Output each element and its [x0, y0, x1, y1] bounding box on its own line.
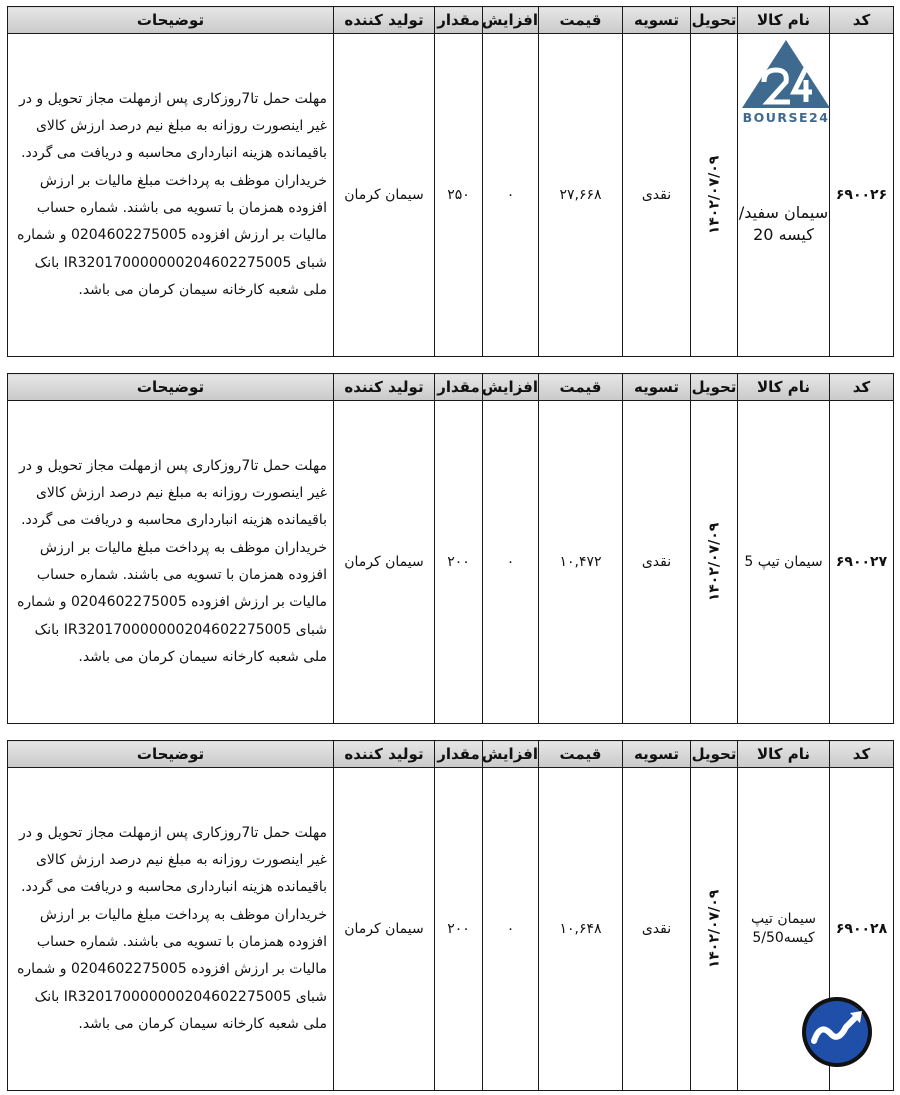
header-increase: افزایش — [483, 7, 539, 34]
cell-producer: سیمان کرمان — [334, 401, 435, 724]
header-code: کد — [830, 374, 894, 401]
cell-price: ۱۰,۶۴۸ — [539, 768, 623, 1091]
header-settlement: تسویه — [623, 7, 691, 34]
offer-table-3 — [7, 740, 894, 1091]
cell-price: ۱۰,۴۷۲ — [539, 401, 623, 724]
cell-settlement: نقدی — [623, 401, 691, 724]
cell-delivery — [691, 34, 738, 357]
table-header-row — [8, 7, 894, 34]
header-increase: افزایش — [483, 374, 539, 401]
bourse24-mark-icon — [740, 38, 832, 110]
header-name: نام کالا — [738, 7, 830, 34]
cell-producer: سیمان کرمان — [334, 768, 435, 1091]
cell-increase: ۰ — [483, 768, 539, 1091]
delivery-date: ۱۴۰۲/۰۷/۰۹ — [706, 522, 722, 602]
cell-increase: ۰ — [483, 401, 539, 724]
cell-settlement: نقدی — [623, 768, 691, 1091]
header-description: توضیحات — [8, 741, 334, 768]
header-delivery: تحویل — [691, 7, 738, 34]
cell-name — [738, 34, 830, 357]
header-increase: افزایش — [483, 741, 539, 768]
cell-quantity: ۲۵۰ — [435, 34, 483, 357]
cell-description: مهلت حمل تا7روزکاری پس ازمهلت مجاز تحویل و در غیر اینصورت روزانه به مبلغ نیم درصد ارزش کالای باقیمانده هزینه انبارداری محاسبه و دریافت می گردد. خریداران موظف به پرداخت مبلغ مالیات بر ارزش افزوده همزمان با تسویه می باشند. شماره حساب مالیات بر ارزش افزوده 0204602275005 و شماره شبای IR320170000000204602275005 بانک ملی شعبه کارخانه سیمان کرمان می باشد. — [8, 768, 334, 1091]
header-quantity: مقدار — [435, 7, 483, 34]
header-code: کد — [830, 7, 894, 34]
header-delivery: تحویل — [691, 741, 738, 768]
cell-settlement: نقدی — [623, 34, 691, 357]
header-producer: تولید کننده — [334, 7, 435, 34]
table-header-row — [8, 741, 894, 768]
header-price: قیمت — [539, 7, 623, 34]
cell-increase: ۰ — [483, 34, 539, 357]
cell-description: مهلت حمل تا7روزکاری پس ازمهلت مجاز تحویل و در غیر اینصورت روزانه به مبلغ نیم درصد ارزش کالای باقیمانده هزینه انبارداری محاسبه و دریافت می گردد. خریداران موظف به پرداخت مبلغ مالیات بر ارزش افزوده همزمان با تسویه می باشند. شماره حساب مالیات بر ارزش افزوده 0204602275005 و شماره شبای IR320170000000204602275005 بانک ملی شعبه کارخانه سیمان کرمان می باشد. — [8, 34, 334, 357]
cell-quantity: ۲۰۰ — [435, 768, 483, 1091]
trend-arrow-icon — [800, 995, 874, 1069]
cell-name: سیمان تیپ 5 — [738, 401, 830, 724]
cell-producer: سیمان کرمان — [334, 34, 435, 357]
cell-price: ۲۷,۶۶۸ — [539, 34, 623, 357]
delivery-date: ۱۴۰۲/۰۷/۰۹ — [706, 889, 722, 969]
bourse24-logo — [740, 38, 832, 125]
header-description: توضیحات — [8, 7, 334, 34]
chart-trend-logo — [800, 995, 874, 1069]
cell-code: ۶۹۰۰۲۷ — [830, 401, 894, 724]
cell-quantity: ۲۰۰ — [435, 401, 483, 724]
offer-table-2 — [7, 373, 894, 724]
header-name: نام کالا — [738, 741, 830, 768]
cell-name: سیمان تیپ کیسه5/50 — [738, 768, 830, 1091]
header-producer: تولید کننده — [334, 741, 435, 768]
header-settlement: تسویه — [623, 741, 691, 768]
header-delivery: تحویل — [691, 374, 738, 401]
cell-code: ۶۹۰۰۲۶ — [830, 34, 894, 357]
cell-code: ۶۹۰۰۲۸ — [830, 768, 894, 1091]
cell-name-text: سیمان سفید/کیسه 20 — [738, 203, 829, 244]
table-row — [8, 34, 894, 357]
header-code: کد — [830, 741, 894, 768]
cell-delivery — [691, 401, 738, 724]
table-header-row — [8, 374, 894, 401]
header-description: توضیحات — [8, 374, 334, 401]
header-name: نام کالا — [738, 374, 830, 401]
cell-delivery — [691, 768, 738, 1091]
bourse24-brand-text: BOURSE24 — [742, 110, 830, 125]
header-quantity: مقدار — [435, 741, 483, 768]
header-producer: تولید کننده — [334, 374, 435, 401]
header-price: قیمت — [539, 741, 623, 768]
header-settlement: تسویه — [623, 374, 691, 401]
header-quantity: مقدار — [435, 374, 483, 401]
table-row — [8, 401, 894, 724]
cell-description: مهلت حمل تا7روزکاری پس ازمهلت مجاز تحویل و در غیر اینصورت روزانه به مبلغ نیم درصد ارزش کالای باقیمانده هزینه انبارداری محاسبه و دریافت می گردد. خریداران موظف به پرداخت مبلغ مالیات بر ارزش افزوده همزمان با تسویه می باشند. شماره حساب مالیات بر ارزش افزوده 0204602275005 و شماره شبای IR320170000000204602275005 بانک ملی شعبه کارخانه سیمان کرمان می باشد. — [8, 401, 334, 724]
header-price: قیمت — [539, 374, 623, 401]
table-row — [8, 768, 894, 1091]
offer-table-1 — [7, 6, 894, 357]
delivery-date: ۱۴۰۲/۰۷/۰۹ — [706, 155, 722, 235]
